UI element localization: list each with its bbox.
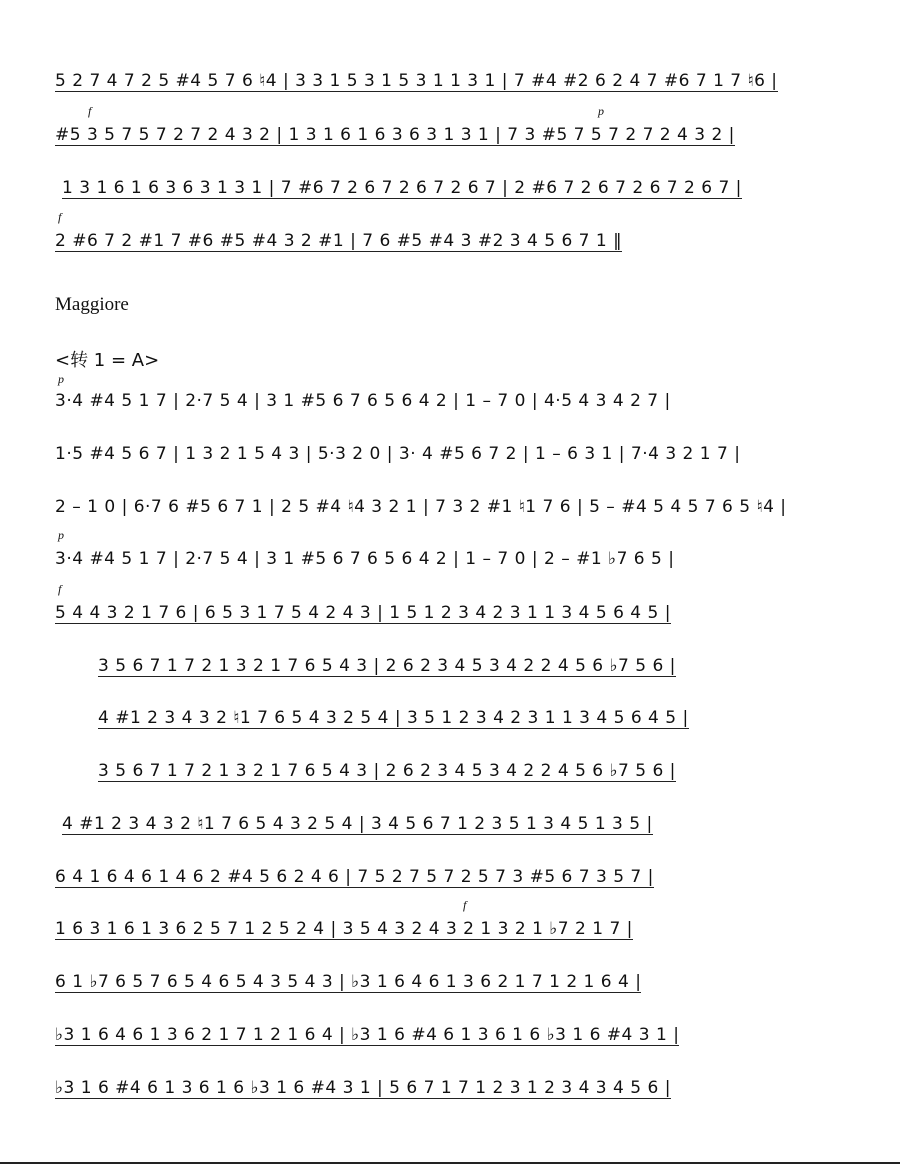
score-line-5	[55, 390, 671, 412]
notation-text: ♭3 1 6 4 6 1 3 6 2 1 7 1 2 1 6 4 | ♭3 1 6 #4 6 1 3 6 1 6 ♭3 1 6 #4 3 1 |	[55, 1025, 680, 1045]
score-line-12	[98, 760, 676, 782]
dynamic-f: f	[88, 104, 92, 118]
dynamic-p: p	[58, 528, 64, 542]
score-line-3	[62, 177, 742, 199]
notation-text: ♭3 1 6 #4 6 1 3 6 1 6 ♭3 1 6 #4 3 1 | 5 6 7 1 7 1 2 3 1 2 3 4 3 4 5 6 |	[55, 1078, 671, 1098]
score-line-15	[55, 918, 633, 940]
notation-text: #5 3 5 7 5 7 2 7 2 4 3 2 | 1 3 1 6 1 6 3 6 3 1 3 1 | 7 3 #5 7 5 7 2 7 2 4 3 2 |	[55, 125, 735, 145]
score-line-14	[55, 866, 654, 888]
notation-text: 1·5 #4 5 6 7 | 1 3 2 1 5 4 3 | 5·3 2 0 | 3· 4 #5 6 7 2 | 1 – 6 3 1 | 7·4 3 2 1 7 |	[55, 444, 741, 464]
notation-text: 3·4 #4 5 1 7 | 2·7 5 4 | 3 1 #5 6 7 6 5 6 4 2 | 1 – 7 0 | 4·5 4 3 4 2 7 |	[55, 391, 671, 411]
notation-text: 2 – 1 0 | 6·7 6 #5 6 7 1 | 2 5 #4 ♮4 3 2 1 | 7 3 2 #1 ♮1 7 6 | 5 – #4 5 4 5 7 6 5 ♮4 |	[55, 497, 787, 517]
score-line-7	[55, 496, 787, 518]
score-line-1	[55, 70, 778, 92]
notation-text: 4 #1 2 3 4 3 2 ♮1 7 6 5 4 3 2 5 4 | 3 5 1 2 3 4 2 3 1 1 3 4 5 6 4 5 |	[98, 708, 689, 728]
dynamic-f: f	[58, 582, 62, 596]
score-line-16	[55, 971, 641, 993]
notation-text: 3 5 6 7 1 7 2 1 3 2 1 7 6 5 4 3 | 2 6 2 3 4 5 3 4 2 2 4 5 6 ♭7 5 6 |	[98, 656, 676, 676]
score-line-11	[98, 707, 689, 729]
score-line-17	[55, 1024, 679, 1046]
score-line-2	[55, 124, 735, 146]
notation-text: 1 3 1 6 1 6 3 6 3 1 3 1 | 7 #6 7 2 6 7 2 6 7 2 6 7 | 2 #6 7 2 6 7 2 6 7 2 6 7 |	[62, 178, 742, 198]
dynamic-p: p	[598, 104, 604, 118]
score-line-4	[55, 230, 622, 252]
score-line-10	[98, 655, 676, 677]
notation-text: 1 6 3 1 6 1 3 6 2 5 7 1 2 5 2 4 | 3 5 4 3 2 4 3 2 1 3 2 1 ♭7 2 1 7 |	[55, 919, 633, 939]
notation-text: 5 2 7 4 7 2 5 #4 5 7 6 ♮4 | 3 3 1 5 3 1 5 3 1 1 3 1 | 7 #4 #2 6 2 4 7 #6 7 1 7 ♮6 |	[55, 71, 778, 91]
dynamic-f: f	[58, 210, 62, 224]
score-line-8	[55, 548, 674, 570]
dynamic-p: p	[58, 372, 64, 386]
score-line-13	[62, 813, 653, 835]
key-change: <转 1 = A>	[55, 350, 160, 371]
section-title: Maggiore	[55, 294, 129, 315]
notation-text: 2 #6 7 2 #1 7 #6 #5 #4 3 2 #1 | 7 6 #5 #4 3 #2 3 4 5 6 7 1 ‖	[55, 231, 623, 251]
score-line-6	[55, 443, 740, 465]
notation-text: 3·4 #4 5 1 7 | 2·7 5 4 | 3 1 #5 6 7 6 5 6 4 2 | 1 – 7 0 | 2 – #1 ♭7 6 5 |	[55, 549, 675, 569]
notation-text: 4 #1 2 3 4 3 2 ♮1 7 6 5 4 3 2 5 4 | 3 4 5 6 7 1 2 3 5 1 3 4 5 1 3 5 |	[62, 814, 653, 834]
dynamic-f: f	[463, 898, 467, 912]
notation-text: 3 5 6 7 1 7 2 1 3 2 1 7 6 5 4 3 | 2 6 2 3 4 5 3 4 2 2 4 5 6 ♭7 5 6 |	[98, 761, 676, 781]
notation-text: 6 4 1 6 4 6 1 4 6 2 #4 5 6 2 4 6 | 7 5 2 7 5 7 2 5 7 3 #5 6 7 3 5 7 |	[55, 867, 654, 887]
notation-text: 6 1 ♭7 6 5 7 6 5 4 6 5 4 3 5 4 3 | ♭3 1 6 4 6 1 3 6 2 1 7 1 2 1 6 4 |	[55, 972, 642, 992]
score-line-9	[55, 602, 671, 624]
score-line-18	[55, 1077, 671, 1099]
notation-text: 5 4 4 3 2 1 7 6 | 6 5 3 1 7 5 4 2 4 3 | 1 5 1 2 3 4 2 3 1 1 3 4 5 6 4 5 |	[55, 603, 671, 623]
